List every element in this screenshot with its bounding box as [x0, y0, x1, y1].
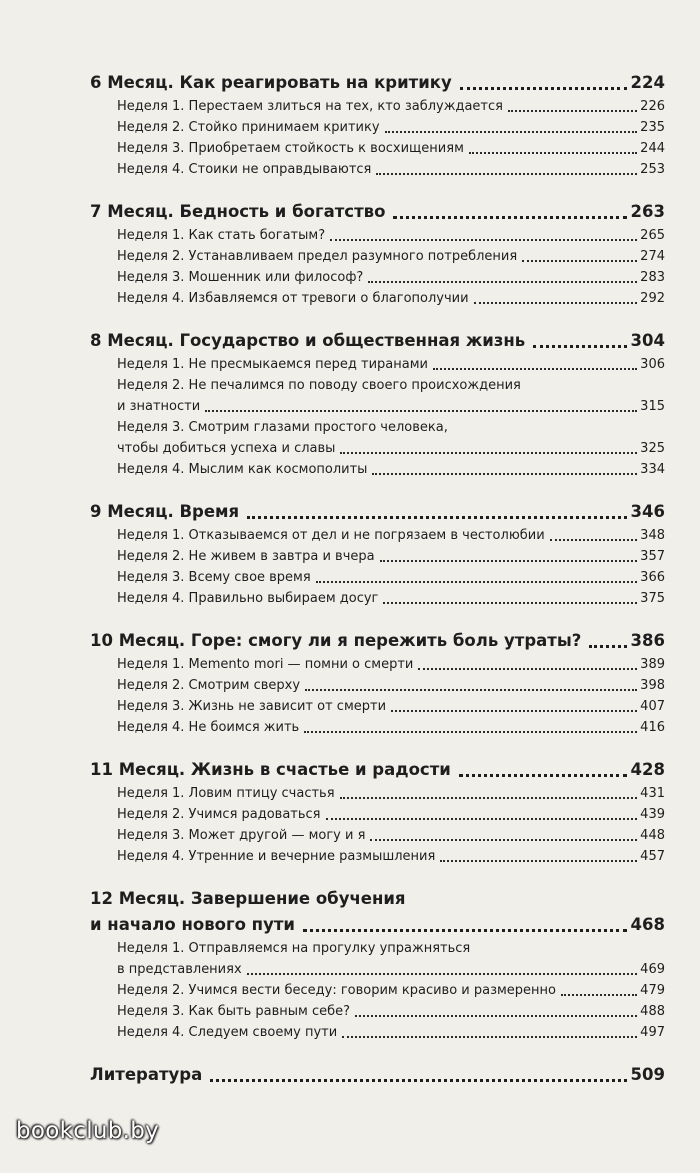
dot-leader [533, 345, 626, 348]
dot-leader [393, 216, 626, 219]
toc-month-title: 10 Месяц. Горе: смогу ли я пережить боль утраты? [90, 631, 582, 650]
dot-leader [589, 645, 626, 648]
dot-leader [303, 929, 627, 932]
toc-section-month-10 [90, 628, 665, 738]
toc-week-entry[interactable] [90, 654, 665, 675]
toc-page-number: 375 [640, 591, 665, 606]
toc-page-number: 235 [640, 120, 665, 135]
toc-page-number: 283 [640, 270, 665, 285]
toc-month-entry[interactable] [90, 499, 665, 525]
dot-leader [460, 87, 627, 90]
toc-month-entry[interactable] [90, 912, 665, 938]
dot-leader [305, 689, 637, 691]
toc-month-title-line1[interactable]: 12 Месяц. Завершение обучения [90, 889, 406, 908]
toc-month-entry[interactable] [90, 757, 665, 783]
toc-page-number: 348 [640, 528, 665, 543]
toc-week-title: Неделя 1. Ловим птицу счастья [117, 786, 335, 801]
toc-page-number: 334 [640, 462, 665, 477]
dot-leader [368, 281, 637, 283]
toc-page-number: 448 [640, 828, 665, 843]
dot-leader [247, 516, 626, 519]
toc-week-title: Неделя 3. Всему свое время [117, 570, 311, 585]
toc-week-entry[interactable] [90, 588, 665, 609]
toc-week-title: Неделя 2. Не живем в завтра и вчера [117, 549, 375, 564]
toc-page-number: 457 [640, 849, 665, 864]
dot-leader [561, 994, 637, 996]
toc-section-literature [90, 1062, 665, 1088]
toc-section-month-11 [90, 757, 665, 867]
toc-page-number: 357 [640, 549, 665, 564]
toc-week-title: Неделя 3. Приобретаем стойкость к восхищениям [117, 141, 464, 156]
toc-week-title: Неделя 1. Перестаем злиться на тех, кто заблуждается [117, 99, 503, 114]
toc-week-title-line2: и знатности [117, 399, 201, 414]
dot-leader [440, 860, 637, 862]
toc-page-number: 497 [640, 1025, 665, 1040]
toc-page-number: 292 [640, 291, 665, 306]
toc-month-title: 7 Месяц. Бедность и богатство [90, 202, 386, 221]
toc-page-number: 304 [630, 331, 665, 350]
toc-page-number: 224 [630, 73, 665, 92]
toc-week-entry[interactable] [90, 96, 665, 117]
toc-page-number: 389 [640, 657, 665, 672]
toc-week-title: Неделя 4. Утренние и вечерние размышления [117, 849, 436, 864]
dot-leader [380, 560, 638, 562]
toc-page-number: 431 [640, 786, 665, 801]
dot-leader [459, 774, 627, 777]
toc-page-number: 509 [630, 1065, 665, 1084]
toc-week-title: Неделя 4. Правильно выбираем досуг [117, 591, 379, 606]
toc-week-entry[interactable] [90, 354, 665, 375]
toc-section-month-9 [90, 499, 665, 609]
toc-week-entry[interactable] [90, 159, 665, 180]
toc-page-number: 416 [640, 720, 665, 735]
dot-leader [370, 839, 637, 841]
toc-section-month-12 [90, 886, 665, 1043]
toc-week-entry[interactable] [90, 288, 665, 309]
toc-week-entry[interactable] [90, 525, 665, 546]
toc-page-number: 274 [640, 249, 665, 264]
toc-week-title: Неделя 3. Жизнь не зависит от смерти [117, 699, 387, 714]
toc-week-entry[interactable] [90, 225, 665, 246]
toc-page-number: 315 [640, 399, 665, 414]
dot-leader [376, 173, 637, 175]
dot-leader [418, 668, 637, 670]
toc-page-number: 386 [630, 631, 665, 650]
toc-week-title: Неделя 2. Смотрим сверху [117, 678, 301, 693]
toc-page-number: 306 [640, 357, 665, 372]
toc-week-title-line2-row [117, 396, 665, 417]
toc-page-number: 253 [640, 162, 665, 177]
dot-leader [340, 797, 638, 799]
toc-week-entry[interactable] [90, 717, 665, 738]
toc-week-entry[interactable] [90, 138, 665, 159]
toc-page-number: 226 [640, 99, 665, 114]
toc-week-title: Неделя 4. Избавляемся от тревоги о благополучии [117, 291, 469, 306]
toc-page-number: 398 [640, 678, 665, 693]
toc-week-title: Неделя 2. Устанавливаем предел разумного потребления [117, 249, 518, 264]
toc-week-entry[interactable] [90, 783, 665, 804]
dot-leader [326, 818, 638, 820]
dot-leader [385, 131, 638, 133]
toc-week-entry[interactable] [90, 459, 665, 480]
toc-week-title-line1: Неделя 1. Отправляемся на прогулку упражняться [117, 941, 471, 956]
toc-page-number: 439 [640, 807, 665, 822]
toc-page-number: 428 [630, 760, 665, 779]
toc-section-month-8 [90, 328, 665, 480]
toc-week-title: Неделя 2. Учимся вести беседу: говорим красиво и размеренно [117, 983, 557, 998]
toc-week-title: Неделя 3. Как быть равным себе? [117, 1004, 351, 1019]
toc-month-title: 6 Месяц. Как реагировать на критику [90, 73, 452, 92]
toc-month-title: 8 Месяц. Государство и общественная жизнь [90, 331, 526, 350]
toc-week-title-line2: чтобы добиться успеха и славы [117, 441, 336, 456]
site-watermark: bookclub.by [16, 1118, 160, 1144]
toc-week-entry[interactable] [90, 267, 665, 288]
dot-leader [342, 1036, 637, 1038]
toc-page-number: 244 [640, 141, 665, 156]
toc-week-entry[interactable] [90, 696, 665, 717]
toc-week-title: Неделя 1. Memento mori — помни о смерти [117, 657, 414, 672]
dot-leader [316, 581, 637, 583]
dot-leader [383, 602, 637, 604]
toc-section-month-7 [90, 199, 665, 309]
toc-week-title-line1: Неделя 3. Смотрим глазами простого человека, [117, 420, 448, 435]
toc-week-entry[interactable] [90, 546, 665, 567]
toc-week-entry[interactable] [90, 980, 665, 1001]
dot-leader [330, 239, 637, 241]
toc-week-title-line2: в представлениях [117, 962, 242, 977]
toc-week-title: Неделя 1. Не пресмыкаемся перед тиранами [117, 357, 428, 372]
dot-leader [522, 260, 637, 262]
toc-week-title-line2-row [117, 959, 665, 980]
toc-month-title: 11 Месяц. Жизнь в счастье и радости [90, 760, 451, 779]
dot-leader [247, 973, 638, 975]
toc-literature-title: Литература [90, 1065, 203, 1084]
toc-page-number: 346 [630, 502, 665, 521]
dot-leader [372, 473, 637, 475]
toc-page-number: 265 [640, 228, 665, 243]
toc-page-number: 263 [630, 202, 665, 221]
toc-page-number: 469 [640, 962, 665, 977]
toc-week-entry[interactable] [90, 1022, 665, 1043]
toc-week-title: Неделя 4. Следуем своему пути [117, 1025, 338, 1040]
toc-page-number: 366 [640, 570, 665, 585]
toc-month-entry[interactable] [90, 628, 665, 654]
toc-week-title: Неделя 1. Как стать богатым? [117, 228, 326, 243]
toc-week-entry-multiline[interactable] [90, 417, 665, 459]
toc-week-entry-multiline[interactable] [90, 938, 665, 980]
dot-leader [508, 110, 637, 112]
toc-week-entry[interactable] [90, 117, 665, 138]
toc-section-month-6 [90, 70, 665, 180]
toc-month-entry[interactable] [90, 328, 665, 354]
toc-week-entry[interactable] [90, 567, 665, 588]
dot-leader [550, 539, 637, 541]
toc-month-entry[interactable] [90, 199, 665, 225]
toc-week-entry[interactable] [90, 246, 665, 267]
toc-week-entry[interactable] [90, 825, 665, 846]
toc-page-number: 468 [630, 915, 665, 934]
toc-week-title: Неделя 2. Учимся радоваться [117, 807, 321, 822]
toc-week-entry[interactable] [90, 675, 665, 696]
toc-week-title-line1: Неделя 2. Не печалимся по поводу своего происхождения [117, 378, 521, 393]
toc-month-entry[interactable] [90, 70, 665, 96]
dot-leader [355, 1015, 637, 1017]
toc-week-title: Неделя 3. Может другой — могу и я [117, 828, 366, 843]
dot-leader [391, 710, 637, 712]
dot-leader [205, 410, 637, 412]
toc-month-title-line2: и начало нового пути [90, 915, 295, 934]
toc-literature-entry[interactable] [90, 1062, 665, 1088]
toc-month-title: 9 Месяц. Время [90, 502, 240, 521]
toc-page-number: 488 [640, 1004, 665, 1019]
dot-leader [474, 302, 638, 304]
dot-leader [340, 452, 637, 454]
toc-week-entry[interactable] [90, 846, 665, 867]
toc-page-number: 407 [640, 699, 665, 714]
toc-week-title: Неделя 4. Мыслим как космополиты [117, 462, 368, 477]
toc-week-title-line2-row [117, 438, 665, 459]
dot-leader [433, 368, 637, 370]
dot-leader [469, 152, 637, 154]
toc-week-title: Неделя 4. Стоики не оправдываются [117, 162, 372, 177]
toc-week-title: Неделя 1. Отказываемся от дел и не погрязаем в честолюбии [117, 528, 545, 543]
toc-page-number: 479 [640, 983, 665, 998]
table-of-contents [90, 70, 665, 1107]
toc-week-entry-multiline[interactable] [90, 375, 665, 417]
toc-week-entry[interactable] [90, 1001, 665, 1022]
toc-week-title: Неделя 3. Мошенник или философ? [117, 270, 364, 285]
toc-week-title: Неделя 2. Стойко принимаем критику [117, 120, 380, 135]
toc-page-number: 325 [640, 441, 665, 456]
dot-leader [210, 1079, 626, 1082]
toc-week-title: Неделя 4. Не боимся жить [117, 720, 300, 735]
dot-leader [304, 731, 637, 733]
toc-week-entry[interactable] [90, 804, 665, 825]
